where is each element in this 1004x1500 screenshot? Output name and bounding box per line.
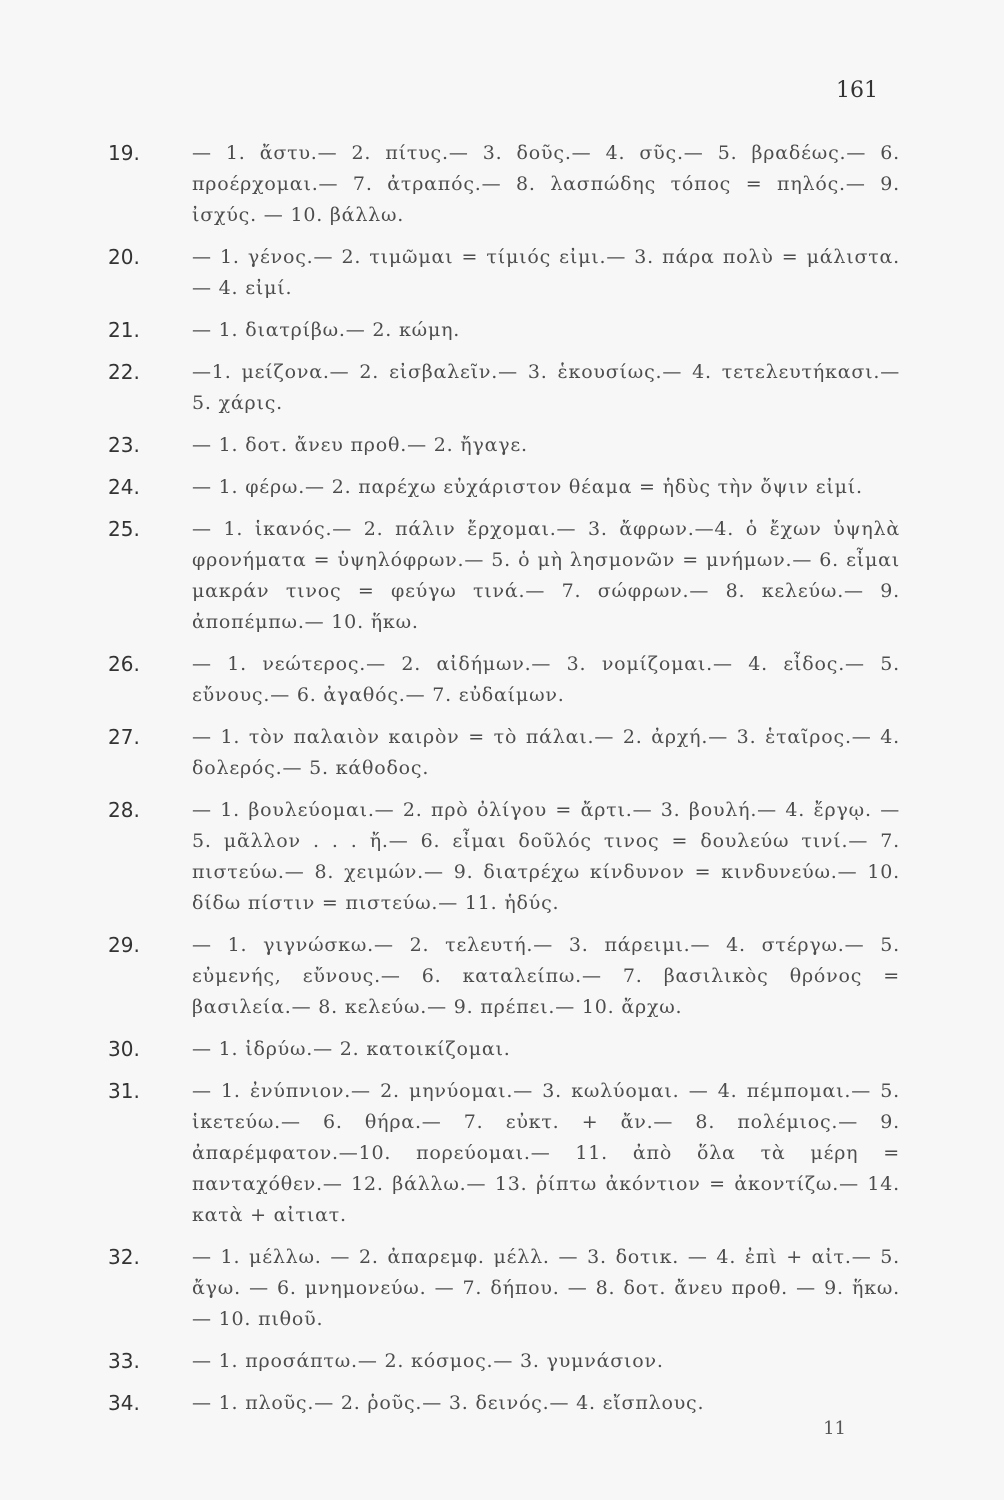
entry-text: — 1. ἐνύπνιον.— 2. μηνύομαι.— 3. κωλύομαι. — 4. πέμπομαι.— 5. ἱκετεύω.— 6. θήρα.— 7. εὐκτ. + ἄν.— 8. πολέμιος.— 9. ἀπαρέμφατον.—10. πορεύομαι.— 11. ἀπὸ ὅλα τὰ μέρη = πανταχόθεν.— 12. βάλλω.— 13. ῥίπτω ἀκόντιον = ἀκοντίζω.— 14. κατὰ + αἰτιατ. <box>192 1080 900 1226</box>
entry-text: — 1. γιγνώσκω.— 2. τελευτή.— 3. πάρειμι.— 4. στέργω.— 5. εὐμενής, εὔνους.— 6. καταλείπω.— 7. βασιλικὸς θρόνος = βασιλεία.— 8. κελεύω.— 9. πρέπει.— 10. ἄρχω. <box>192 934 900 1018</box>
page-number: 161 <box>836 78 878 103</box>
entry-number: 31. <box>108 1079 140 1103</box>
entry-text: — 1. βουλεύομαι.— 2. πρὸ ὀλίγου = ἄρτι.— 3. βουλή.— 4. ἔργῳ. — 5. μᾶλλον . . . ἤ.— 6. εἶμαι δοῦλός τινος = δουλεύω τινί.— 7. πιστεύω.— 8. χειμών.— 9. διατρέχω κίνδυνον = κινδυνεύω.— 10. δίδω πίστιν = πιστεύω.— 11. ἡδύς. <box>192 799 900 914</box>
entry-number: 25. <box>108 517 140 541</box>
answer-entry <box>108 1076 900 1231</box>
entry-text: —1. μείζονα.— 2. εἰσβαλεῖν.— 3. ἑκουσίως.— 4. τετελευτήκασι.— 5. χάρις. <box>192 361 900 414</box>
entry-text: — 1. πλοῦς.— 2. ῥοῦς.— 3. δεινός.— 4. εἴσπλους. <box>192 1392 705 1414</box>
answer-entry <box>108 514 900 638</box>
entry-text: — 1. μέλλω. — 2. ἀπαρεμφ. μέλλ. — 3. δοτικ. — 4. ἐπὶ + αἰτ.— 5. ἄγω. — 6. μνημονεύω. — 7. δήπου. — 8. δοτ. ἄνευ προθ. — 9. ἥκω.— 10. πιθοῦ. <box>192 1246 900 1330</box>
answer-entry <box>108 722 900 784</box>
answer-entry <box>108 472 900 503</box>
entry-text: — 1. νεώτερος.— 2. αἰδήμων.— 3. νομίζομαι.— 4. εἶδος.— 5. εὔνους.— 6. ἀγαθός.— 7. εὐδαίμων. <box>192 653 900 706</box>
entry-number: 30. <box>108 1037 140 1061</box>
answer-entry <box>108 1034 900 1065</box>
entry-number: 28. <box>108 798 140 822</box>
entry-text: — 1. γένος.— 2. τιμῶμαι = τίμιός εἰμι.— 3. πάρα πολὺ = μάλιστα.— 4. εἰμί. <box>192 246 900 299</box>
answer-entry <box>108 315 900 346</box>
entry-number: 22. <box>108 360 140 384</box>
entry-number: 27. <box>108 725 140 749</box>
entry-number: 34. <box>108 1391 140 1415</box>
answer-entry <box>108 138 900 231</box>
answer-entry <box>108 430 900 461</box>
entry-number: 29. <box>108 933 140 957</box>
entry-number: 21. <box>108 318 140 342</box>
entry-number: 20. <box>108 245 140 269</box>
entry-text: — 1. φέρω.— 2. παρέχω εὐχάριστον θέαμα = ἡδὺς τὴν ὄψιν εἰμί. <box>192 476 863 498</box>
entry-text: — 1. δοτ. ἄνευ προθ.— 2. ἤγαγε. <box>192 434 528 456</box>
answer-entry <box>108 242 900 304</box>
entry-number: 32. <box>108 1245 140 1269</box>
entry-text: — 1. προσάπτω.— 2. κόσμος.— 3. γυμνάσιον. <box>192 1350 664 1372</box>
answer-entry <box>108 1346 900 1377</box>
entry-text: — 1. τὸν παλαιὸν καιρὸν = τὸ πάλαι.— 2. ἀρχή.— 3. ἑταῖρος.— 4. δολερός.— 5. κάθοδος. <box>192 726 900 779</box>
entry-number: 23. <box>108 433 140 457</box>
answer-entry <box>108 357 900 419</box>
answer-entry <box>108 1388 900 1419</box>
entry-number: 33. <box>108 1349 140 1373</box>
entry-number: 19. <box>108 141 140 165</box>
answer-entry <box>108 930 900 1023</box>
entry-text: — 1. ἱδρύω.— 2. κατοικίζομαι. <box>192 1038 511 1060</box>
exercise-answer-list <box>108 138 900 1430</box>
entry-number: 26. <box>108 652 140 676</box>
entry-text: — 1. ἄστυ.— 2. πίτυς.— 3. δοῦς.— 4. σῦς.— 5. βραδέως.— 6. προέρχομαι.— 7. ἀτραπός.— 8. λασπώδης τόπος = πηλός.— 9. ἰσχύς. — 10. βάλλω. <box>192 142 900 226</box>
answer-entry <box>108 795 900 919</box>
entry-text: — 1. ἱκανός.— 2. πάλιν ἔρχομαι.— 3. ἄφρων.—4. ὁ ἔχων ὑψηλὰ φρονήματα = ὑψηλόφρων.— 5. ὁ μὴ λησμονῶν = μνήμων.— 6. εἶμαι μακράν τινος = φεύγω τινά.— 7. σώφρων.— 8. κελεύω.— 9. ἀποπέμπω.— 10. ἥκω. <box>192 518 900 633</box>
entry-number: 24. <box>108 475 140 499</box>
entry-text: — 1. διατρίβω.— 2. κώμη. <box>192 319 461 341</box>
answer-entry <box>108 649 900 711</box>
answer-entry <box>108 1242 900 1335</box>
sheet-signature-mark: 11 <box>823 1418 846 1439</box>
